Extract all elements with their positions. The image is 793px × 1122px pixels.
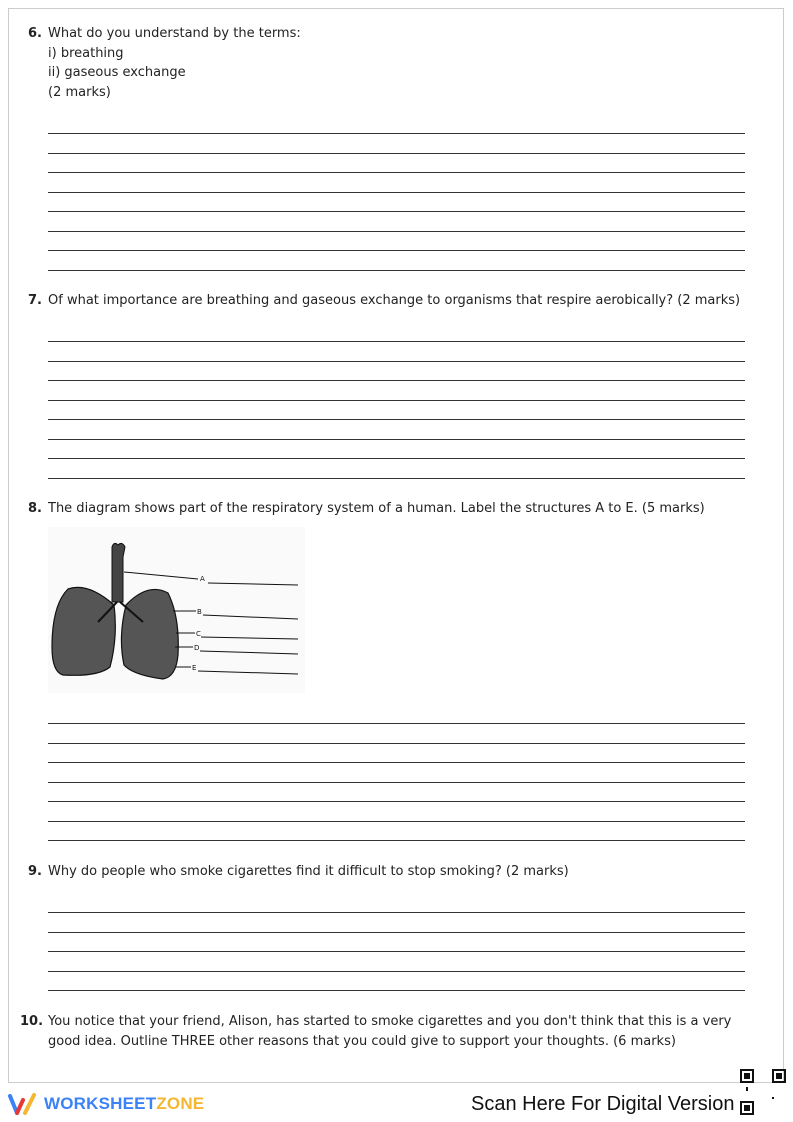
answer-line[interactable] <box>48 801 745 802</box>
answer-line[interactable] <box>48 782 745 783</box>
answer-line[interactable] <box>48 400 745 401</box>
question-text: good idea. Outline THREE other reasons that you could give to support your thoughts. (6 marks) <box>48 1033 676 1049</box>
answer-line[interactable] <box>48 439 745 440</box>
answer-line[interactable] <box>48 743 745 744</box>
answer-line[interactable] <box>48 912 745 913</box>
respiratory-system-diagram <box>48 527 305 693</box>
scan-text: Scan Here For Digital Version <box>471 1093 735 1115</box>
answer-line[interactable] <box>48 192 745 193</box>
answer-line[interactable] <box>48 250 745 251</box>
question-number: 7. <box>28 293 42 308</box>
answer-line[interactable] <box>48 971 745 972</box>
question-marks: (2 marks) <box>48 84 111 100</box>
question-number: 6. <box>28 26 42 41</box>
worksheetzone-logo <box>8 1092 204 1116</box>
brand-text: ZONE <box>156 1094 205 1113</box>
answer-line[interactable] <box>48 821 745 822</box>
logo-icon <box>8 1092 38 1116</box>
label-d: D <box>194 644 200 652</box>
question-text: The diagram shows part of the respiratory system of a human. Label the structures A to E. (5 marks) <box>48 501 705 516</box>
question-text: ii) gaseous exchange <box>48 65 186 80</box>
question-text: You notice that your friend, Alison, has started to smoke cigarettes and you don't think that this is a very <box>48 1014 732 1029</box>
answer-line[interactable] <box>48 341 745 342</box>
qr-code-icon[interactable] <box>740 1069 786 1115</box>
label-e: E <box>192 664 197 672</box>
answer-line[interactable] <box>48 211 745 212</box>
answer-line[interactable] <box>48 840 745 841</box>
answer-line[interactable] <box>48 762 745 763</box>
question-text: Of what importance are breathing and gaseous exchange to organisms that respire aerobically? (2 marks) <box>48 293 741 308</box>
label-a: A <box>200 575 205 583</box>
question-number: 8. <box>28 501 42 516</box>
answer-line[interactable] <box>48 270 745 271</box>
answer-line[interactable] <box>48 380 745 381</box>
answer-line[interactable] <box>48 458 745 459</box>
brand-text: WORKSHEET <box>44 1094 157 1113</box>
label-b: B <box>197 608 202 616</box>
question-number: 10. <box>20 1014 44 1029</box>
answer-line[interactable] <box>48 153 745 154</box>
question-text: Why do people who smoke cigarettes find it difficult to stop smoking? (2 marks) <box>48 864 569 879</box>
question-text: What do you understand by the terms: <box>48 26 301 41</box>
answer-line[interactable] <box>48 133 745 134</box>
label-c: C <box>196 630 201 638</box>
question-number: 9. <box>28 864 42 879</box>
answer-line[interactable] <box>48 478 745 479</box>
answer-line[interactable] <box>48 932 745 933</box>
question-text: i) breathing <box>48 45 124 61</box>
answer-line[interactable] <box>48 951 745 952</box>
answer-line[interactable] <box>48 172 745 173</box>
answer-line[interactable] <box>48 723 745 724</box>
answer-line[interactable] <box>48 990 745 991</box>
answer-line[interactable] <box>48 361 745 362</box>
answer-line[interactable] <box>48 419 745 420</box>
answer-line[interactable] <box>48 231 745 232</box>
